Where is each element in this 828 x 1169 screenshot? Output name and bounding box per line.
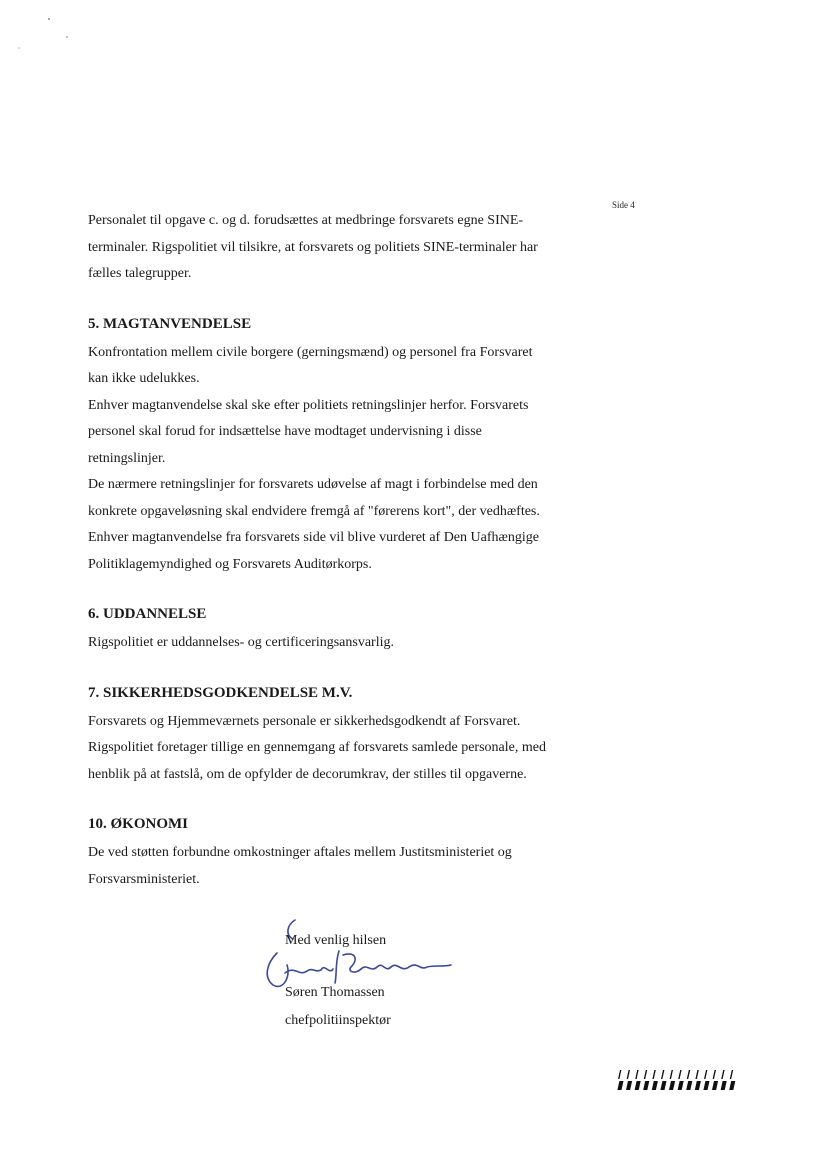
- text-line: Forsvarsministeriet.: [88, 871, 200, 887]
- barcode-mark: [721, 1070, 724, 1079]
- text-line: De ved støtten forbundne omkostninger aftales mellem Justitsministeriet og: [88, 845, 512, 860]
- text-line: personel skal forud for indsættelse have modtaget undervisning i disse: [88, 424, 482, 439]
- barcode-mark: [713, 1070, 716, 1079]
- section-heading-uddannelse: 6. UDDANNELSE: [88, 606, 207, 622]
- barcode-mark: [730, 1070, 733, 1079]
- text-line: konkrete opgaveløsning skal endvidere fremgå af "førerens kort", der vedhæftes.: [88, 503, 540, 519]
- intro-paragraph: [88, 208, 600, 288]
- signatory-title: chefpolitiinspektør: [285, 1013, 391, 1028]
- section-paragraph-magtanvendelse: [88, 340, 600, 579]
- barcode-mark: [627, 1070, 630, 1079]
- text-line: terminaler. Rigspolitiet vil tilsikre, at forsvarets og politiets SINE-terminaler har: [88, 239, 538, 255]
- text-line: Personalet til opgave c. og d. forudsættes at medbringe forsvarets egne SINE-: [88, 213, 524, 228]
- letter-body: [88, 208, 600, 893]
- barcode-mark: [703, 1081, 709, 1090]
- barcode-mark: [678, 1070, 681, 1079]
- barcode-mark: [652, 1070, 655, 1079]
- text-line: Forsvarets og Hjemmeværnets personale er sikkerhedsgodkendt af Forsvaret.: [88, 713, 521, 729]
- scan-specks: [0, 0, 80, 60]
- closing-greeting: Med venlig hilsen: [285, 933, 387, 948]
- section-paragraph-oekonomi: [88, 840, 600, 893]
- text-line: fælles talegrupper.: [88, 266, 192, 281]
- page-number: Side 4: [612, 200, 635, 210]
- text-line: Enhver magtanvendelse fra forsvarets side vil blive vurderet af Den Uafhængige: [88, 530, 539, 545]
- text-line: henblik på at fastslå, om de opfylder de decorumkrav, der stilles til opgaverne.: [88, 766, 527, 782]
- barcode-mark: [626, 1081, 632, 1090]
- barcode-mark: [686, 1081, 692, 1090]
- section-heading-sikkerhedsgodkendelse: 7. SIKKERHEDSGODKENDELSE M.V.: [88, 684, 353, 701]
- barcode-mark: [695, 1081, 701, 1090]
- section-paragraph-sikkerhedsgodkendelse: [88, 709, 600, 789]
- barcode-mark: [618, 1070, 621, 1079]
- barcode-mark: [695, 1070, 698, 1079]
- barcode-mark: [652, 1081, 658, 1090]
- barcode-mark: [617, 1081, 623, 1090]
- barcode-mark: [635, 1081, 641, 1090]
- barcode-mark: [669, 1081, 675, 1090]
- barcode-mark: [721, 1081, 727, 1090]
- text-line: kan ikke udelukkes.: [88, 371, 200, 386]
- barcode-mark: [704, 1070, 707, 1079]
- signatory-name: Søren Thomassen: [285, 985, 385, 1000]
- text-line: Konfrontation mellem civile borgere (gerningsmænd) og personel fra Forsvaret: [88, 344, 533, 360]
- text-line: De nærmere retningslinjer for forsvarets udøvelse af magt i forbindelse med den: [88, 477, 538, 492]
- text-line: Politiklagemyndighed og Forsvarets Auditørkorps.: [88, 556, 372, 572]
- section-heading-oekonomi: 10. ØKONOMI: [88, 816, 188, 832]
- barcode-mark: [661, 1070, 664, 1079]
- section-heading-magtanvendelse: 5. MAGTANVENDELSE: [88, 315, 252, 332]
- barcode-mark: [643, 1081, 649, 1090]
- barcode-mark: [687, 1070, 690, 1079]
- barcode-mark: [644, 1070, 647, 1079]
- document-barcode: [614, 1068, 740, 1092]
- section-paragraph-uddannelse: [88, 630, 600, 657]
- closing-block: [285, 928, 391, 1034]
- text-line: retningslinjer.: [88, 450, 166, 466]
- text-line: Rigspolitiet foretager tillige en gennemgang af forsvarets samlede personale, med: [88, 740, 546, 755]
- barcode-mark: [712, 1081, 718, 1090]
- barcode-mark: [660, 1081, 666, 1090]
- text-line: Enhver magtanvendelse skal ske efter politiets retningslinjer herfor. Forsvarets: [88, 397, 529, 413]
- barcode-mark: [729, 1081, 735, 1090]
- barcode-mark: [678, 1081, 684, 1090]
- text-line: Rigspolitiet er uddannelses- og certificeringsansvarlig.: [88, 635, 394, 650]
- barcode-mark: [670, 1070, 673, 1079]
- barcode-mark: [635, 1070, 638, 1079]
